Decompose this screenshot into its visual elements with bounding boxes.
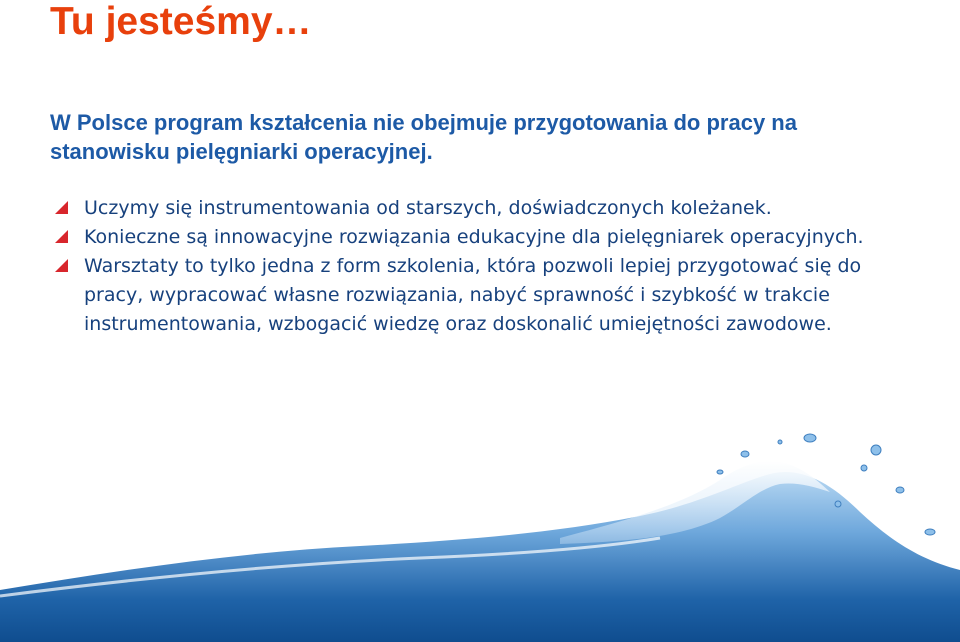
bullet-text: Konieczne są innowacyjne rozwiązania edukacyjne dla pielęgniarek operacyjnych. [84, 226, 864, 248]
bullet-item [52, 252, 912, 339]
bullet-list [52, 194, 912, 339]
bullet-text: Uczymy się instrumentowania od starszych, doświadczonych koleżanek. [84, 197, 772, 219]
bullet-item [52, 223, 912, 252]
triangle-bullet-icon [54, 258, 69, 273]
triangle-bullet-icon [54, 229, 69, 244]
triangle-bullet-icon [54, 200, 69, 215]
slide-title: Tu jesteśmy… [50, 0, 312, 43]
intro-text: W Polsce program kształcenia nie obejmuje przygotowania do pracy na stanowisku pielęgniarki operacyjnej. [50, 110, 797, 164]
water-wave-decoration [0, 420, 960, 642]
bullet-text: Warsztaty to tylko jedna z form szkolenia, która pozwoli lepiej przygotować się do pracy, wypracować własne rozwiązania, nabyć sprawność i szybkość w trakcie instrumentowania, wzbogacić wiedzę oraz doskonalić umiejętności zawodowe. [84, 255, 862, 335]
bullet-item [52, 194, 912, 223]
water-body [0, 472, 960, 642]
